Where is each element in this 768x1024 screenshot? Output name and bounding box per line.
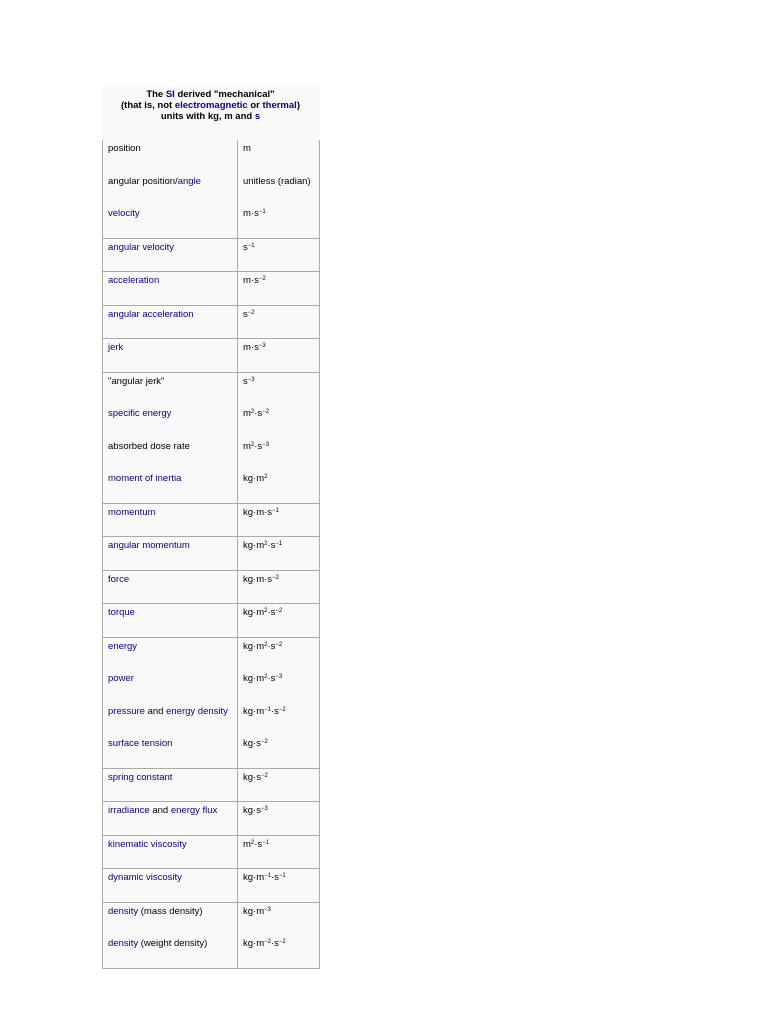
unit-cell [238,140,320,173]
table-row [103,537,320,571]
quantity-cell [103,537,238,571]
unit-text: ·s [270,872,279,883]
quantity-link[interactable]: torque [108,607,135,618]
unit-cell [238,670,320,703]
unit-cell [238,272,320,306]
unit-cell [238,372,320,405]
quantity-text: "angular jerk" [108,375,165,387]
table-row [103,570,320,604]
quantity-cell [103,768,238,802]
unit-text: ·s [270,938,279,949]
table-row [103,272,320,306]
unit-text: m·s [243,208,259,219]
unit-text: unitless (radian) [243,175,311,187]
unit-exponent: −2 [260,739,268,745]
quantity-link[interactable]: angular velocity [108,241,175,253]
unit-text: kg·m [243,938,265,949]
quantity-cell [103,173,238,206]
unit-text: kg·m [243,473,265,484]
unit-exponent: −1 [264,706,271,713]
quantity-text: (mass density) [138,905,203,917]
quantity-text: and [144,705,167,717]
caption-link[interactable]: s [254,111,261,122]
unit-exponent: −3 [262,441,270,448]
unit-cell [238,902,320,935]
unit-text: ·s [254,408,263,419]
unit-text: m [243,143,251,154]
unit-text: kg·m·s [243,506,273,518]
quantity-cell [103,305,238,339]
table-row [103,802,320,836]
quantity-text: angular position/ [108,175,178,187]
unit-text: ·s [267,673,276,684]
quantity-cell [103,272,238,306]
unit-text: kg·m [243,607,265,618]
caption-text: units with kg, m and [160,111,255,122]
quantity-link[interactable]: angular momentum [108,540,190,551]
quantity-cell [103,869,238,903]
unit-cell [238,339,320,373]
unit-cell [238,768,320,802]
quantity-cell [103,604,238,638]
unit-exponent: −1 [264,873,271,879]
unit-cell [238,835,320,869]
quantity-link[interactable]: energy flux [170,805,218,816]
unit-cell [238,570,320,604]
quantity-link[interactable]: momentum [108,506,156,518]
unit-exponent: −3 [275,674,283,680]
unit-cell [238,735,320,768]
unit-exponent: −3 [264,906,271,913]
table-row [103,372,320,405]
caption-line-1 [102,89,319,100]
table-row [103,305,320,339]
table-row [103,869,320,903]
quantity-cell [103,140,238,173]
unit-exponent: −2 [258,276,266,282]
quantity-link[interactable]: jerk [108,342,124,353]
unit-exponent: −3 [260,806,268,812]
unit-text: m [243,838,251,850]
unit-text: ·s [254,440,263,452]
caption-text: The [146,89,166,100]
unit-text: s [243,375,248,387]
quantity-link[interactable]: velocity [108,208,140,219]
unit-exponent: −2 [278,939,286,945]
table-row [103,503,320,537]
unit-text: kg·m [243,673,265,684]
quantity-text: absorbed dose rate [108,440,190,452]
unit-text: ·s [270,705,279,717]
table-row [103,438,320,471]
unit-text: ·s [267,540,276,551]
unit-exponent: 2 [264,674,268,680]
quantity-link[interactable]: dynamic viscosity [108,872,182,883]
unit-exponent: −3 [247,376,255,383]
caption-link[interactable]: thermal [262,100,297,111]
quantity-cell [103,637,238,670]
unit-text: kg·s [243,738,261,749]
unit-exponent: −1 [278,873,286,879]
quantity-cell [103,735,238,768]
table-row [103,902,320,935]
caption-line-3 [102,111,319,122]
unit-exponent: 2 [250,409,255,415]
unit-exponent: −1 [272,507,279,514]
table-caption [102,87,319,140]
unit-text: s [243,308,248,320]
table-row [103,339,320,373]
quantity-cell [103,503,238,537]
unit-text: m·s [243,342,259,353]
unit-exponent: 2 [264,474,268,480]
unit-exponent: 2 [250,441,255,448]
quantity-cell [103,470,238,503]
table-row [103,470,320,503]
unit-text: m [243,408,251,419]
unit-cell [238,405,320,438]
quantity-cell [103,670,238,703]
unit-cell [238,637,320,670]
table-row [103,735,320,768]
unit-exponent: −1 [258,209,266,215]
quantity-cell [103,935,238,968]
unit-text: kg·m [243,540,265,551]
caption-link[interactable]: electromagnetic [174,100,248,111]
si-units-document [102,87,319,969]
quantity-link[interactable]: kinematic viscosity [108,838,187,850]
quantity-cell [103,205,238,238]
unit-exponent: −1 [262,839,270,846]
unit-exponent: −1 [247,242,255,249]
caption-link[interactable]: SI [165,89,175,100]
quantity-cell [103,372,238,405]
table-row [103,173,320,206]
unit-exponent: 2 [264,541,268,547]
unit-text: kg·m [243,905,265,917]
caption-text: (that is, not [121,100,175,111]
unit-cell [238,305,320,339]
unit-text: ·s [254,838,263,850]
quantity-link[interactable]: energy [108,640,138,652]
unit-exponent: −1 [275,541,283,547]
quantity-cell [103,703,238,736]
quantity-cell [103,339,238,373]
unit-exponent: −2 [247,309,255,316]
quantity-link[interactable]: energy density [166,705,228,717]
caption-text: ) [296,100,300,111]
unit-exponent: −2 [275,608,283,614]
quantity-cell [103,570,238,604]
unit-cell [238,604,320,638]
unit-text: s [243,241,248,253]
unit-exponent: 2 [250,839,255,846]
unit-exponent: −2 [260,772,268,779]
caption-text: derived "mechanical" [174,89,275,100]
unit-text: m·s [243,275,259,286]
quantity-text: (weight density) [138,938,208,949]
table-row [103,935,320,968]
quantity-cell [103,438,238,471]
unit-cell [238,205,320,238]
caption-text: or [247,100,263,111]
table-row [103,238,320,272]
units-table-body [103,140,320,968]
quantity-link[interactable]: acceleration [108,275,160,286]
unit-text: kg·s [243,771,261,783]
quantity-link[interactable]: surface tension [108,738,173,749]
quantity-link[interactable]: irradiance [108,805,150,816]
quantity-link[interactable]: specific energy [108,408,172,419]
unit-exponent: 2 [264,641,268,648]
unit-text: kg·m [243,705,265,717]
table-row [103,604,320,638]
quantity-cell [103,405,238,438]
quantity-link[interactable]: pressure [108,705,145,717]
unit-cell [238,537,320,571]
unit-cell [238,470,320,503]
unit-text: ·s [267,607,276,618]
unit-cell [238,703,320,736]
unit-cell [238,802,320,836]
table-row [103,405,320,438]
unit-text: kg·m·s [243,573,273,585]
unit-cell [238,503,320,537]
table-row [103,637,320,670]
table-row [103,835,320,869]
table-row [103,140,320,173]
quantity-link[interactable]: spring constant [108,771,173,783]
quantity-cell [103,902,238,935]
unit-exponent: −2 [272,574,279,581]
table-row [103,205,320,238]
table-row [103,703,320,736]
quantity-cell [103,802,238,836]
unit-text: m [243,440,251,452]
quantity-cell [103,238,238,272]
unit-cell [238,438,320,471]
unit-text: kg·m [243,640,265,652]
unit-cell [238,173,320,206]
unit-exponent: −3 [258,343,266,349]
unit-cell [238,935,320,968]
unit-exponent: −2 [275,641,283,648]
quantity-cell [103,835,238,869]
unit-cell [238,869,320,903]
quantity-link[interactable]: moment of inertia [108,473,182,484]
quantity-text: position [108,143,141,154]
quantity-link[interactable]: force [108,573,130,585]
quantity-link[interactable]: density [108,905,139,917]
table-row [103,768,320,802]
unit-exponent: −2 [264,939,271,945]
quantity-link[interactable]: angular acceleration [108,308,194,320]
caption-line-2 [102,100,319,111]
unit-text: kg·m [243,872,265,883]
unit-cell [238,238,320,272]
unit-exponent: −2 [278,706,286,713]
quantity-text: and [149,805,171,816]
table-row [103,670,320,703]
units-table [102,140,320,969]
unit-exponent: 2 [264,608,268,614]
quantity-link[interactable]: density [108,938,139,949]
quantity-link[interactable]: angle [177,175,201,187]
unit-text: ·s [267,640,276,652]
quantity-link[interactable]: power [108,673,134,684]
unit-exponent: −2 [262,409,270,415]
unit-text: kg·s [243,805,261,816]
